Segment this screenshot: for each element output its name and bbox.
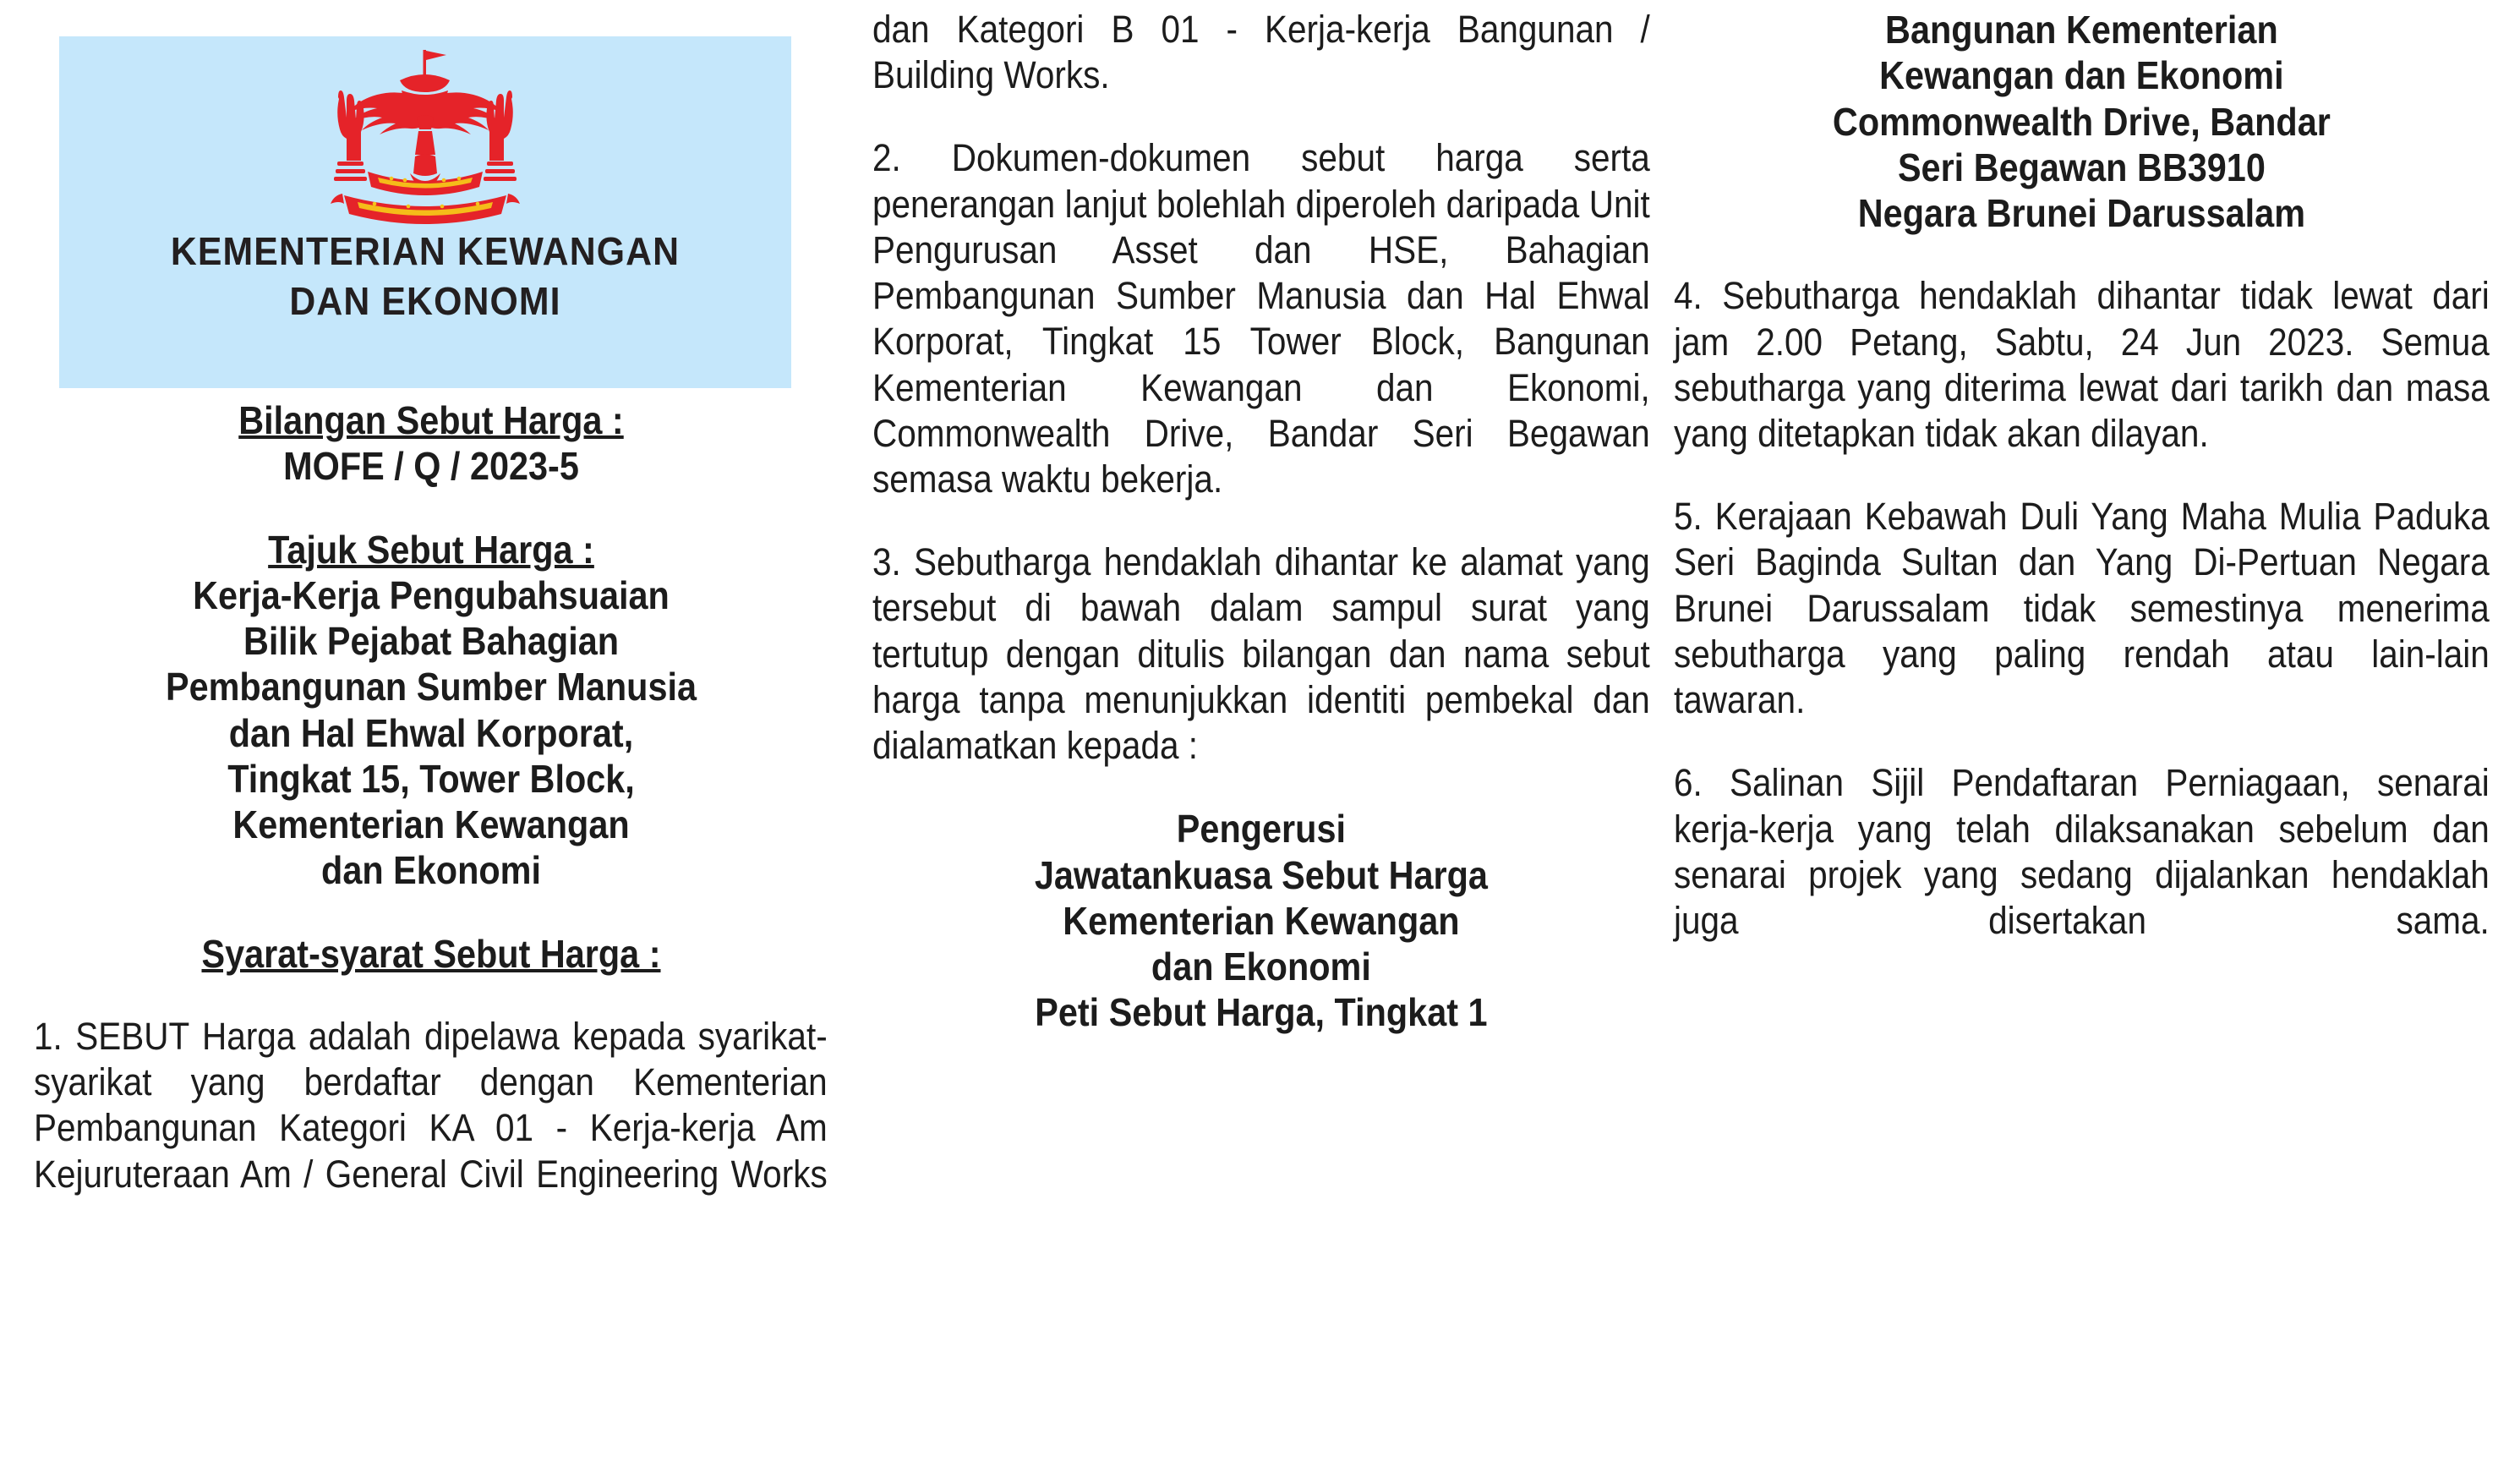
paragraph-6: 6. Salinan Sijil Pendaftaran Perniagaan, senarai kerja-kerja yang telah dilaksanakan sebelum dan senarai projek yang sedang dijalankan hendaklah juga disertakan sama.	[1674, 761, 2490, 942]
paragraph-2: 2. Dokumen-dokumen sebut harga serta penerangan lanjut bolehlah diperoleh daripada Unit Pengurusan Asset dan HSE, Bahagian Pembangunan Sumber Manusia dan Hal Ehwal Korporat, Tingkat 15 Tower Block, Bangunan Kementerian Kewangan dan Ekonomi, Commonwealth Drive, Bandar Seri Begawan semasa waktu bekerja.	[872, 136, 1650, 501]
committee-address-line: dan Ekonomi	[1151, 945, 1371, 989]
ministry-name	[85, 227, 765, 326]
ministry-logo-panel	[59, 36, 791, 388]
quote-number-value: MOFE / Q / 2023-5	[283, 444, 579, 489]
quote-title-heading: Tajuk Sebut Harga :	[268, 527, 594, 572]
right-column	[1674, 0, 2490, 989]
quote-title-line: Tingkat 15, Tower Block,	[227, 756, 635, 801]
conditions-heading-block	[74, 931, 789, 977]
conditions-heading: Syarat-syarat Sebut Harga :	[201, 931, 661, 976]
ministry-address-line: Kewangan dan Ekonomi	[1879, 53, 2284, 98]
left-column-text	[34, 397, 828, 1243]
brunei-coat-of-arms-icon	[290, 43, 560, 225]
quote-title-line: dan Ekonomi	[321, 848, 541, 893]
committee-address-block	[872, 806, 1650, 1035]
ministry-address-line: Negara Brunei Darussalam	[1857, 191, 2306, 236]
ministry-name-line-2: DAN EKONOMI	[289, 278, 561, 323]
quote-number-heading: Bilangan Sebut Harga :	[238, 398, 624, 442]
ministry-address-block	[1674, 7, 2490, 236]
committee-address-line: Peti Sebut Harga, Tingkat 1	[1035, 990, 1488, 1035]
committee-address-line: Pengerusi	[1176, 807, 1346, 851]
quote-title-block	[74, 527, 789, 894]
committee-address-line: Kementerian Kewangan	[1063, 898, 1460, 943]
quote-title-line: Kementerian Kewangan	[232, 802, 630, 847]
quote-title-line: Kerja-Kerja Pengubahsuaian	[193, 572, 670, 617]
quote-number-block	[74, 397, 789, 490]
quote-title-line: dan Hal Ehwal Korporat,	[228, 710, 634, 755]
paragraph-4: 4. Sebutharga hendaklah dihantar tidak lewat dari jam 2.00 Petang, Sabtu, 24 Jun 2023. Semua sebutharga yang diterima lewat dari tarikh dan masa yang ditetapkan tidak akan dilayan.	[1674, 274, 2490, 455]
quote-title-line: Pembangunan Sumber Manusia	[165, 665, 697, 709]
ministry-address-line: Bangunan Kementerian	[1885, 8, 2278, 52]
ministry-address-line: Seri Begawan BB3910	[1897, 145, 2266, 189]
paragraph-1-continued: dan Kategori B 01 - Kerja-kerja Bangunan / Building Works.	[872, 8, 1650, 97]
ministry-address-line: Commonwealth Drive, Bandar	[1832, 99, 2331, 144]
middle-column	[872, 0, 1650, 1036]
paragraph-1: 1. SEBUT Harga adalah dipelawa kepada syarikat-syarikat yang berdaftar dengan Kementerian Pembangunan Kategori KA 01 - Kerja-kerja Am Kejuruteraan Am / General Civil Engineering Works	[34, 1014, 828, 1196]
quote-title-line: Bilik Pejabat Bahagian	[243, 619, 620, 664]
paragraph-3: 3. Sebutharga hendaklah dihantar ke alamat yang tersebut di bawah dalam sampul surat yang tertutup dengan ditulis bilangan dan nama sebut harga tanpa menunjukkan identiti pembekal dan dialamatkan kepada :	[872, 540, 1650, 768]
paragraph-5: 5. Kerajaan Kebawah Duli Yang Maha Mulia Paduka Seri Baginda Sultan dan Yang Di-Pertuan Negara Brunei Darussalam tidak semestinya menerima sebutharga yang paling rendah atau lain-lain tawaran.	[1674, 495, 2490, 722]
ministry-name-line-1: KEMENTERIAN KEWANGAN	[170, 229, 681, 273]
committee-address-line: Jawatankuasa Sebut Harga	[1034, 852, 1488, 897]
